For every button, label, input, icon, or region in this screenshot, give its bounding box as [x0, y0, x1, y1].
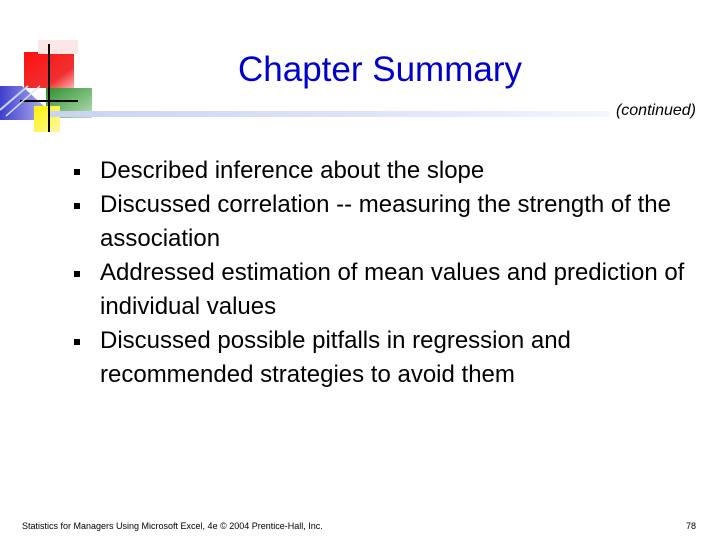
- bullet-item: [68, 324, 708, 392]
- bullet-list: [68, 154, 708, 392]
- continued-label: (continued): [610, 102, 696, 120]
- square-bullet-icon: [74, 169, 80, 175]
- square-bullet-icon: [74, 271, 80, 277]
- square-bullet-icon: [74, 203, 80, 209]
- footer-text: Statistics for Managers Using Microsoft Excel, 4e © 2004 Prentice-Hall, Inc.: [22, 521, 323, 531]
- bullet-text: Addressed estimation of mean values and prediction of individual values: [100, 259, 685, 320]
- bullet-item: [68, 256, 708, 324]
- bullet-item: [68, 188, 708, 256]
- title-underline: [50, 111, 705, 117]
- page-number: 78: [685, 521, 696, 531]
- square-bullet-icon: [74, 339, 80, 345]
- bullet-text: Described inference about the slope: [100, 157, 485, 184]
- bullet-item: [68, 154, 708, 188]
- color-squares-logo: [0, 0, 120, 140]
- bullet-text: Discussed possible pitfalls in regression and recommended strategies to avoid them: [100, 327, 571, 388]
- bullet-text: Discussed correlation -- measuring the strength of the association: [100, 191, 671, 252]
- slide-title: Chapter Summary: [238, 50, 522, 89]
